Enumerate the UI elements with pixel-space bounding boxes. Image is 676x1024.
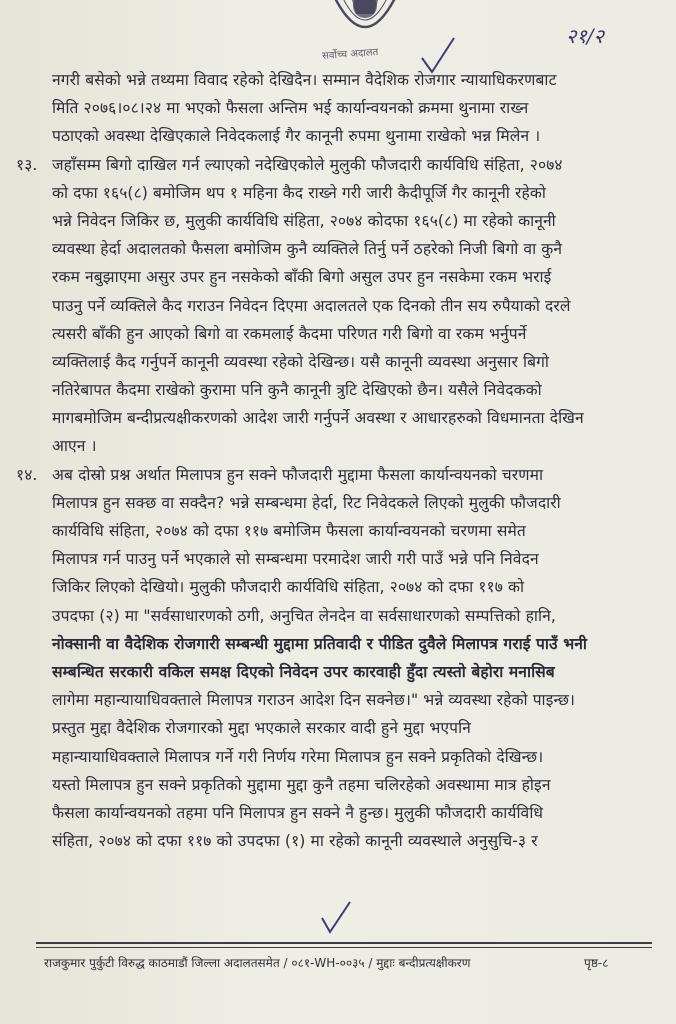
text-line: लागेमा महान्यायाधिवक्ताले मिलापत्र गराउन आदेश दिन सक्नेछ।" भन्ने व्यवस्था रहेको पाइन्छ। — [52, 691, 576, 710]
document-body — [16, 66, 644, 855]
footer-case-line: राजकुमार पुर्कुटी विरुद्ध काठमाडौं जिल्ला अदालतसमेत / ०८१-WH-००३५ / मुद्दाः बन्दीप्रत्यक्षीकरण — [44, 956, 471, 970]
text-line: कार्यविधि संहिता, २०७४ को दफा ११७ बमोजिम फैसला कार्यान्वयनको चरणमा समेत — [52, 522, 526, 540]
text-line: यस्तो मिलापत्र हुन सक्ने प्रकृतिको मुद्दामा मुद्दा कुनै तहमा चलिरहेको अवस्थामा मात्र होइन — [52, 775, 551, 794]
text-line-quoted: सम्बन्धित सरकारी वकिल समक्ष दिएको निवेदन उपर कारवाही हुँदा त्यस्तो बेहोरा मनासिब — [52, 662, 555, 681]
paragraph-14-first-line — [16, 461, 644, 489]
text-line-quoted: नोक्सानी वा वैदेशिक रोजगारी सम्बन्धी मुद्दामा प्रतिवादी र पीडित दुवैले मिलापत्र गराई पाउँ भनी — [52, 634, 588, 653]
text-line: नगरी बसेको भन्ने तथ्यमा विवाद रहेको देखिदैन। सम्मान वैदेशिक रोजगार न्यायाधिकरणबाट — [52, 71, 557, 89]
text-line: प्रस्तुत मुद्दा वैदेशिक रोजगारको मुद्दा भएकाले सरकार वादी हुने मुद्दा भएपनि — [52, 719, 471, 738]
text-line: आएन । — [52, 437, 97, 456]
text-line: भन्ने निवेदन जिकिर छ, मुलुकी कार्यविधि संहिता, २०७४ कोदफा १६५(८) मा रहेको कानूनी — [52, 211, 556, 230]
text-line: मिलापत्र गर्न पाउनु पर्ने भएकाले सो सम्बन्धमा परमादेश जारी गरी पाउँ भन्ने पनि निवेदन — [52, 550, 539, 569]
text-line: फैसला कार्यान्वयनको तहमा पनि मिलापत्र हुन सक्ने नै हुन्छ। मुलुकी फौजदारी कार्यविधि — [52, 803, 544, 822]
page-reference: २१/२ — [566, 24, 604, 48]
seal-caption: सर्वोच्च अदालत — [321, 47, 379, 62]
paragraph-13-first-line — [16, 151, 644, 179]
text-line: त्यसरी बाँकी हुन आएको बिगो वा रकमलाई कैदमा परिणत गरी बिगो वा रकम भर्नुपर्ने — [52, 324, 527, 343]
text-line: पठाएको अवस्था देखिएकाले निवेदकलाई गैर कानूनी रुपमा थुनामा राखेको भन्न मिलेन । — [52, 127, 541, 146]
text-line: महान्यायाधिवक्ताले मिलापत्र गर्ने गरी निर्णय गरेमा मिलापत्र हुन सक्ने प्रकृतिको देखिन्छ। — [52, 747, 544, 766]
footer-divider — [36, 947, 652, 948]
paragraph-number: १३. — [16, 155, 38, 174]
text-line: पाउनु पर्ने व्यक्तिले कैद गराउन निवेदन दिएमा अदालतले एक दिनको तीन सय रुपैयाको दरले — [52, 296, 571, 315]
text-line: नतिरेबापत कैदमा राखेको कुरामा पनि कुनै कानूनी त्रुटि देखिएको छैन। यसैले निवेदकको — [52, 381, 542, 400]
text-line: रकम नबुझाएमा असुर उपर हुन नसकेको बाँकी बिगो असुल उपर हुन नसकेमा रकम भराई — [52, 268, 552, 287]
text-line: संहिता, २०७४ को दफा ११७ को उपदफा (१) मा रहेको कानूनी व्यवस्थाले अनुसुचि-३ र — [52, 832, 538, 851]
text-line: को दफा १६५(८) बमोजिम थप १ महिना कैद राख्ने गरी जारी कैदीपूर्जि गैर कानूनी रहेको — [52, 183, 546, 202]
paragraph-number: १४. — [16, 465, 38, 484]
text-line: जिकिर लिएको देखियो। मुलुकी फौजदारी कार्यविधि संहिता, २०७४ को दफा ११७ को — [52, 578, 525, 597]
text-line: मिति २०७६।०८।२४ मा भएको फैसला अन्तिम भई कार्यान्वयनको क्रममा थुनामा राख्न — [52, 99, 529, 118]
checkmark-icon — [318, 900, 354, 936]
text-line: अब दोस्रो प्रश्न अर्थात मिलापत्र हुन सक्ने फौजदारी मुद्दामा फैसला कार्यान्वयनको चरणमा — [52, 465, 544, 484]
text-line: मागबमोजिम बन्दीप्रत्यक्षीकरणको आदेश जारी गर्नुपर्ने अवस्था र आधारहरुको विधमानता देखिन — [52, 409, 584, 428]
footer-page-number: पृष्ठ-८ — [584, 956, 609, 970]
text-line: उपदफा (२) मा "सर्वसाधारणको ठगी, अनुचित लेनदेन वा सर्वसाधारणको सम्पत्तिको हानि, — [52, 606, 556, 625]
text-line: जहाँसम्म बिगो दाखिल गर्न ल्याएको नदेखिएकोले मुलुकी फौजदारी कार्यविधि संहिता, २०७४ — [52, 155, 563, 174]
text-line: व्यवस्था हेर्दा अदालतको फैसला बमोजिम कुनै व्यक्तिले तिर्नु पर्ने ठहरेको निजी बिगो वा कुनै — [52, 240, 563, 259]
text-line: व्यक्तिलाई कैद गर्नुपर्ने कानूनी व्यवस्था रहेको देखिन्छ। यसै कानूनी व्यवस्था अनुसार बिगो — [52, 352, 550, 371]
text-line: मिलापत्र हुन सक्छ वा सक्दैन? भन्ने सम्बन्धमा हेर्दा, रिट निवेदकले लिएको मुलुकी फौजदारी — [52, 493, 561, 512]
footer-divider — [36, 942, 652, 944]
